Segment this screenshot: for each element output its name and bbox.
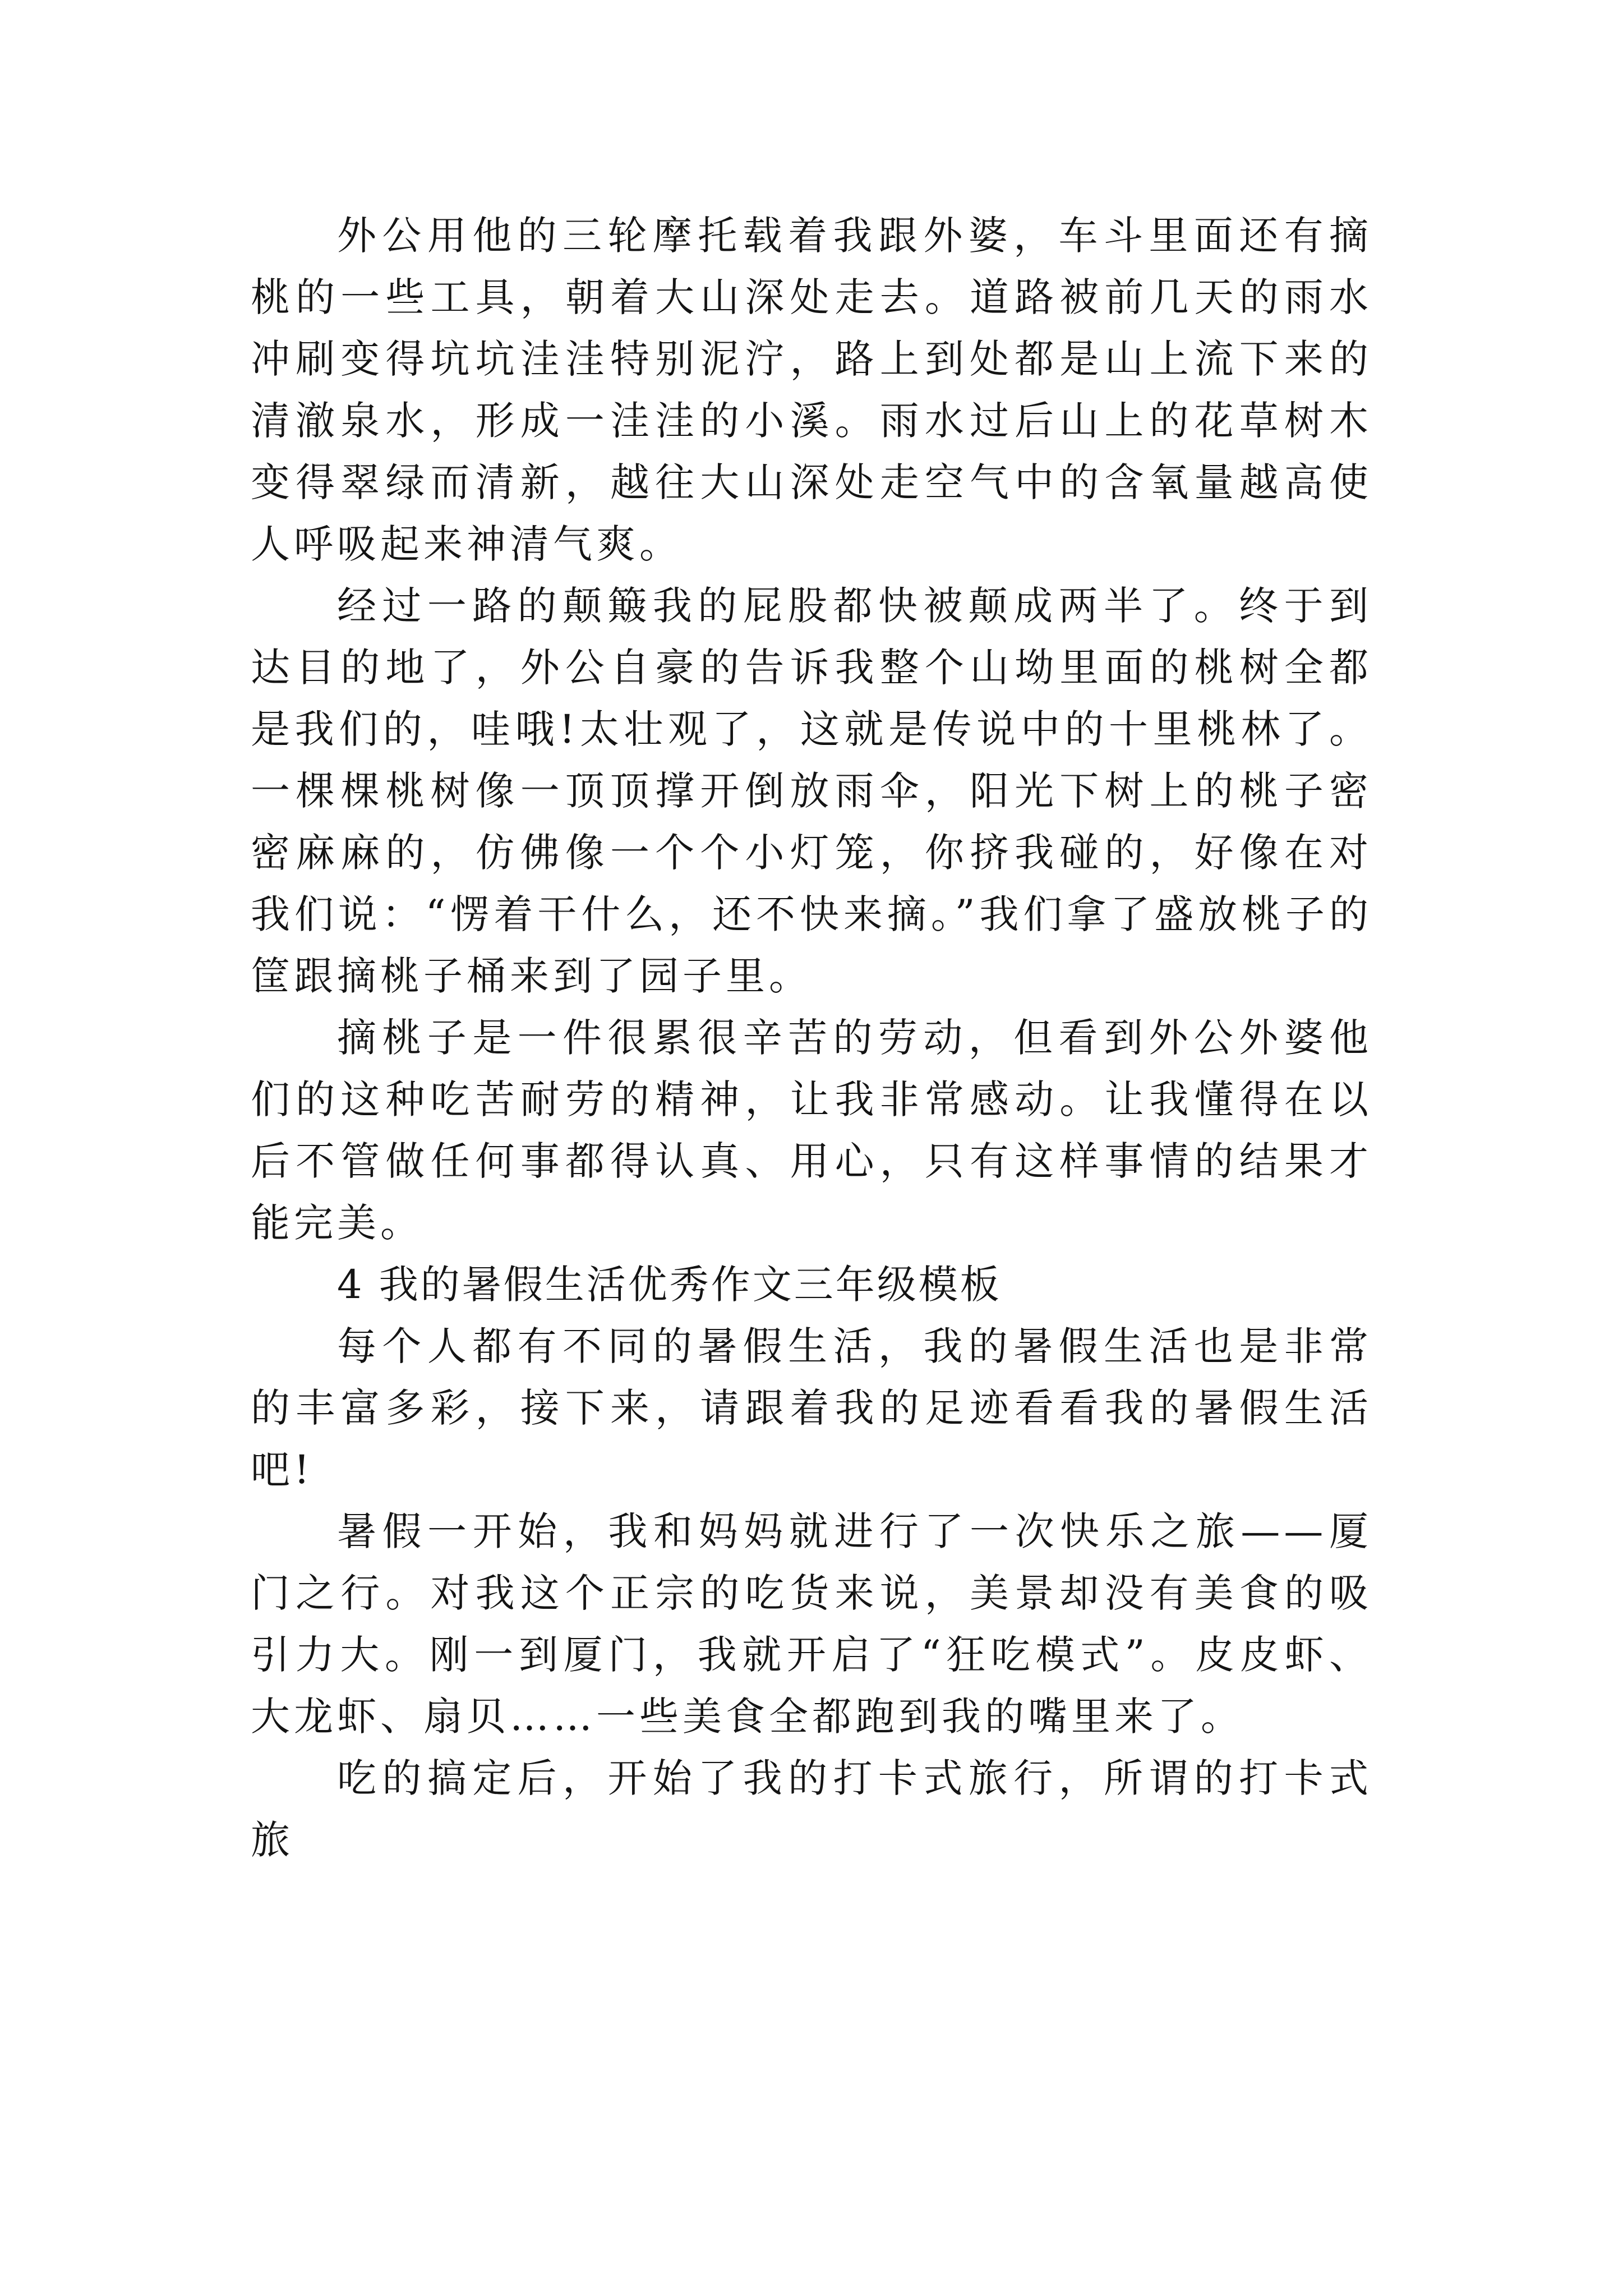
paragraph-5: 暑假一开始，我和妈妈就进行了一次快乐之旅——厦门之行。对我这个正宗的吃货来说，美景却没有美食的吸引力大。刚一到厦门，我就开启了“狂吃模式”。皮皮虾、大龙虾、扇贝……一些美食全都跑到我的嘴里来了。 [251, 1508, 1372, 1740]
paragraph-4: 每个人都有不同的暑假生活，我的暑假生活也是非常的丰富多彩，接下来，请跟着我的足迹看看我的暑假生活吧! [251, 1323, 1372, 1493]
paragraph-1: 外公用他的三轮摩托载着我跟外婆，车斗里面还有摘桃的一些工具，朝着大山深处走去。道路被前几天的雨水冲刷变得坑坑洼洼特别泥泞，路上到处都是山上流下来的清澈泉水，形成一洼洼的小溪。雨水过后山上的花草树木变得翠绿而清新，越往大山深处走空气中的含氧量越高使人呼吸起来神清气爽。 [251, 213, 1372, 567]
paragraph-6: 吃的搞定后，开始了我的打卡式旅行，所谓的打卡式旅 [251, 1755, 1372, 1863]
document-body [251, 205, 1372, 1871]
paragraph-2: 经过一路的颠簸我的屁股都快被颠成两半了。终于到达目的地了，外公自豪的告诉我整个山坳里面的桃树全都是我们的，哇哦!太壮观了，这就是传说中的十里桃林了。一棵棵桃树像一顶顶撑开倒放雨伞，阳光下树上的桃子密密麻麻的，仿佛像一个个小灯笼，你挤我碰的，好像在对我们说：“愣着干什么，还不快来摘。”我们拿了盛放桃子的筐跟摘桃子桶来到了园子里。 [251, 583, 1372, 999]
paragraph-3: 摘桃子是一件很累很辛苦的劳动，但看到外公外婆他们的这种吃苦耐劳的精神，让我非常感动。让我懂得在以后不管做任何事都得认真、用心，只有这样事情的结果才能完美。 [251, 1015, 1372, 1246]
section-heading: 4 我的暑假生活优秀作文三年级模板 [337, 1262, 1002, 1308]
